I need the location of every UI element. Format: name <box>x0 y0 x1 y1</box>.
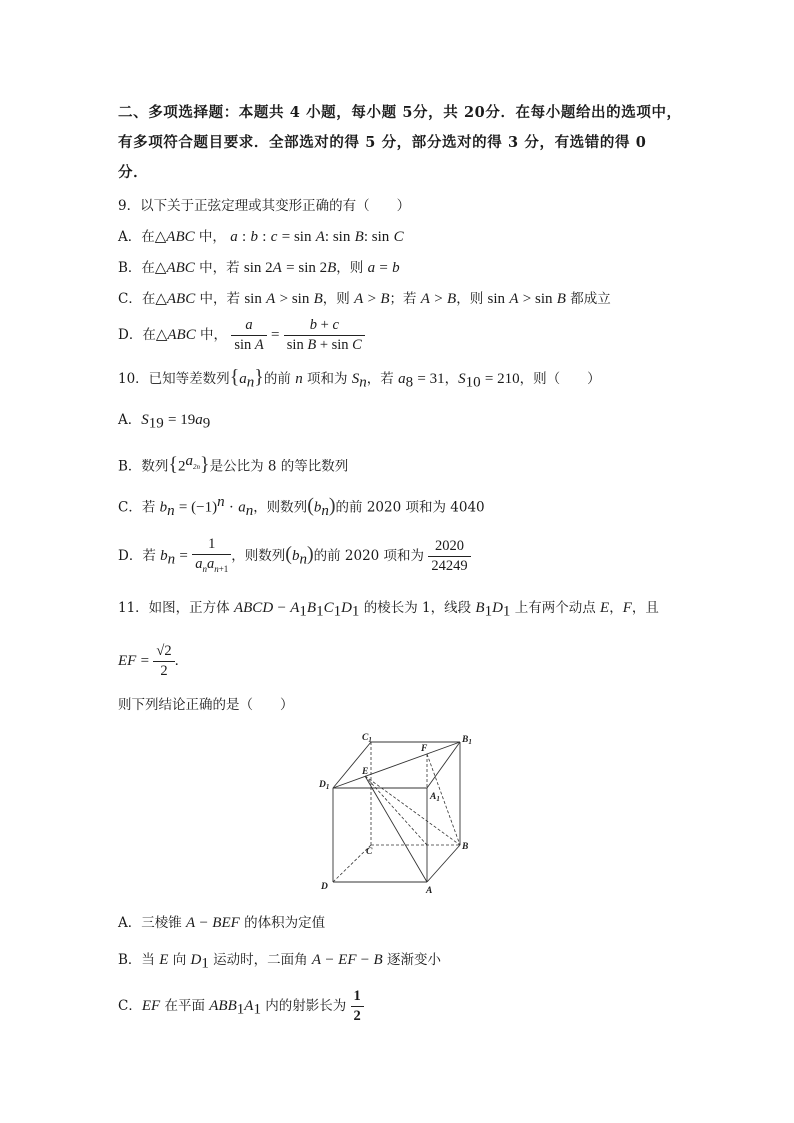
section-header-line3: 分． <box>118 164 149 181</box>
label-c: C <box>366 847 373 857</box>
q11-option-a: A．三棱锥 A − BEF 的体积为定值 <box>118 915 326 931</box>
segment-e-b <box>365 776 460 845</box>
q10-stem: 10．已知等差数列$\{a_n\}$的前 n 项和为 $S_n$，若 $a_8 = 31$，$S_{10} = 210$，则（ ） <box>118 366 601 391</box>
q10-option-a: A．$S_{19} = 19a_9$ <box>118 412 211 432</box>
q11-c-fraction: $\frac{1}{2}$ <box>351 987 364 1026</box>
label-a1: $A_1$ <box>430 792 440 803</box>
q11-stem: 11．如图，正方体 ABCD − $A_1B_1C_1D_1$ 的棱长为 1，线段 $B_1D_1$ 上有两个动点 E，F，且 <box>118 600 659 620</box>
label-e: E <box>362 767 369 777</box>
q9-d-fraction-right: $\frac{b + c}{\text{sin B + sin C}}$ <box>284 316 365 355</box>
section-header-line1: 二、多项选择题：本题共 4 小题，每小题 5分，共 20分．在每小题给出的选项中， <box>118 104 682 121</box>
q10-option-c: C．若 $b_n = (-1)^n \cdot a_n$，则数列$(b_n)$的前 2020 项和为 4040 <box>118 494 485 520</box>
q10-option-b: B．数列$\{2^{a_{2n}}\}$是公比为 8 的等比数列 <box>118 453 349 476</box>
q9-stem: 9．以下关于正弦定理或其变形正确的有（ ） <box>118 198 411 214</box>
label-b1: $B_1$ <box>462 735 472 746</box>
label-c1: $C_1$ <box>362 733 372 744</box>
q11-ef-fraction: $\frac{√2}{2}$ <box>153 642 174 681</box>
q10-option-d: D．若 $b_n$ = $\frac{1}{a_na_{n+1}}$ ，则数列$(b_n)$的前 2020 项和为 $\frac{2020}{24249}$ <box>118 533 471 581</box>
cube-figure <box>315 728 475 898</box>
label-d: D <box>321 882 328 892</box>
q11-ef-length: EF = $\frac{√2}{2}$ ． <box>118 643 189 679</box>
edge-a-b <box>427 845 460 882</box>
edge-b1-a1 <box>427 742 460 788</box>
q11-prompt: 则下列结论正确的是（ ） <box>118 697 294 713</box>
label-a: A <box>426 886 433 896</box>
segment-e-ab <box>365 776 427 845</box>
label-d1: $D_1$ <box>319 780 330 791</box>
q9-d-fraction-left: $\frac{a}{\text{sin A}}$ <box>231 316 266 355</box>
q11-option-c: C．EF 在平面 $ABB_1A_1$ 内的射影长为 $\frac{1}{2}$ <box>118 987 364 1026</box>
segment-e-a <box>365 776 427 882</box>
q9-option-b: B．在△ABC 中，若 sin 2A = sin 2B，则 a = b <box>118 260 400 276</box>
q11-option-b: B．当 E 向 $D_1$ 运动时，二面角 A − EF − B 逐渐变小 <box>118 952 442 972</box>
q9-option-a: A．在△ABC 中， a : b : c = sin A: sin B: sin C <box>118 229 404 245</box>
q9-option-d: D．在△ABC 中， $\frac{a}{\text{sin A}}$ = $\frac{b + c}{\text{sin B + sin C}}$ <box>118 314 365 356</box>
q10-d-fraction: $\frac{1}{a_na_{n+1}}$ <box>192 535 231 579</box>
label-f: F <box>421 744 428 754</box>
label-b: B <box>462 842 469 852</box>
q10-d-answer-fraction: $\frac{2020}{24249}$ <box>428 537 470 576</box>
q9-option-c: C．在△ABC 中，若 sin A > sin B，则 A > B；若 A > B，则 sin A > sin B 都成立 <box>118 291 611 307</box>
section-header-line2: 有多项符合题目要求．全部选对的得 5 分，部分选对的得 3 分，有选错的得 0 <box>118 134 647 151</box>
